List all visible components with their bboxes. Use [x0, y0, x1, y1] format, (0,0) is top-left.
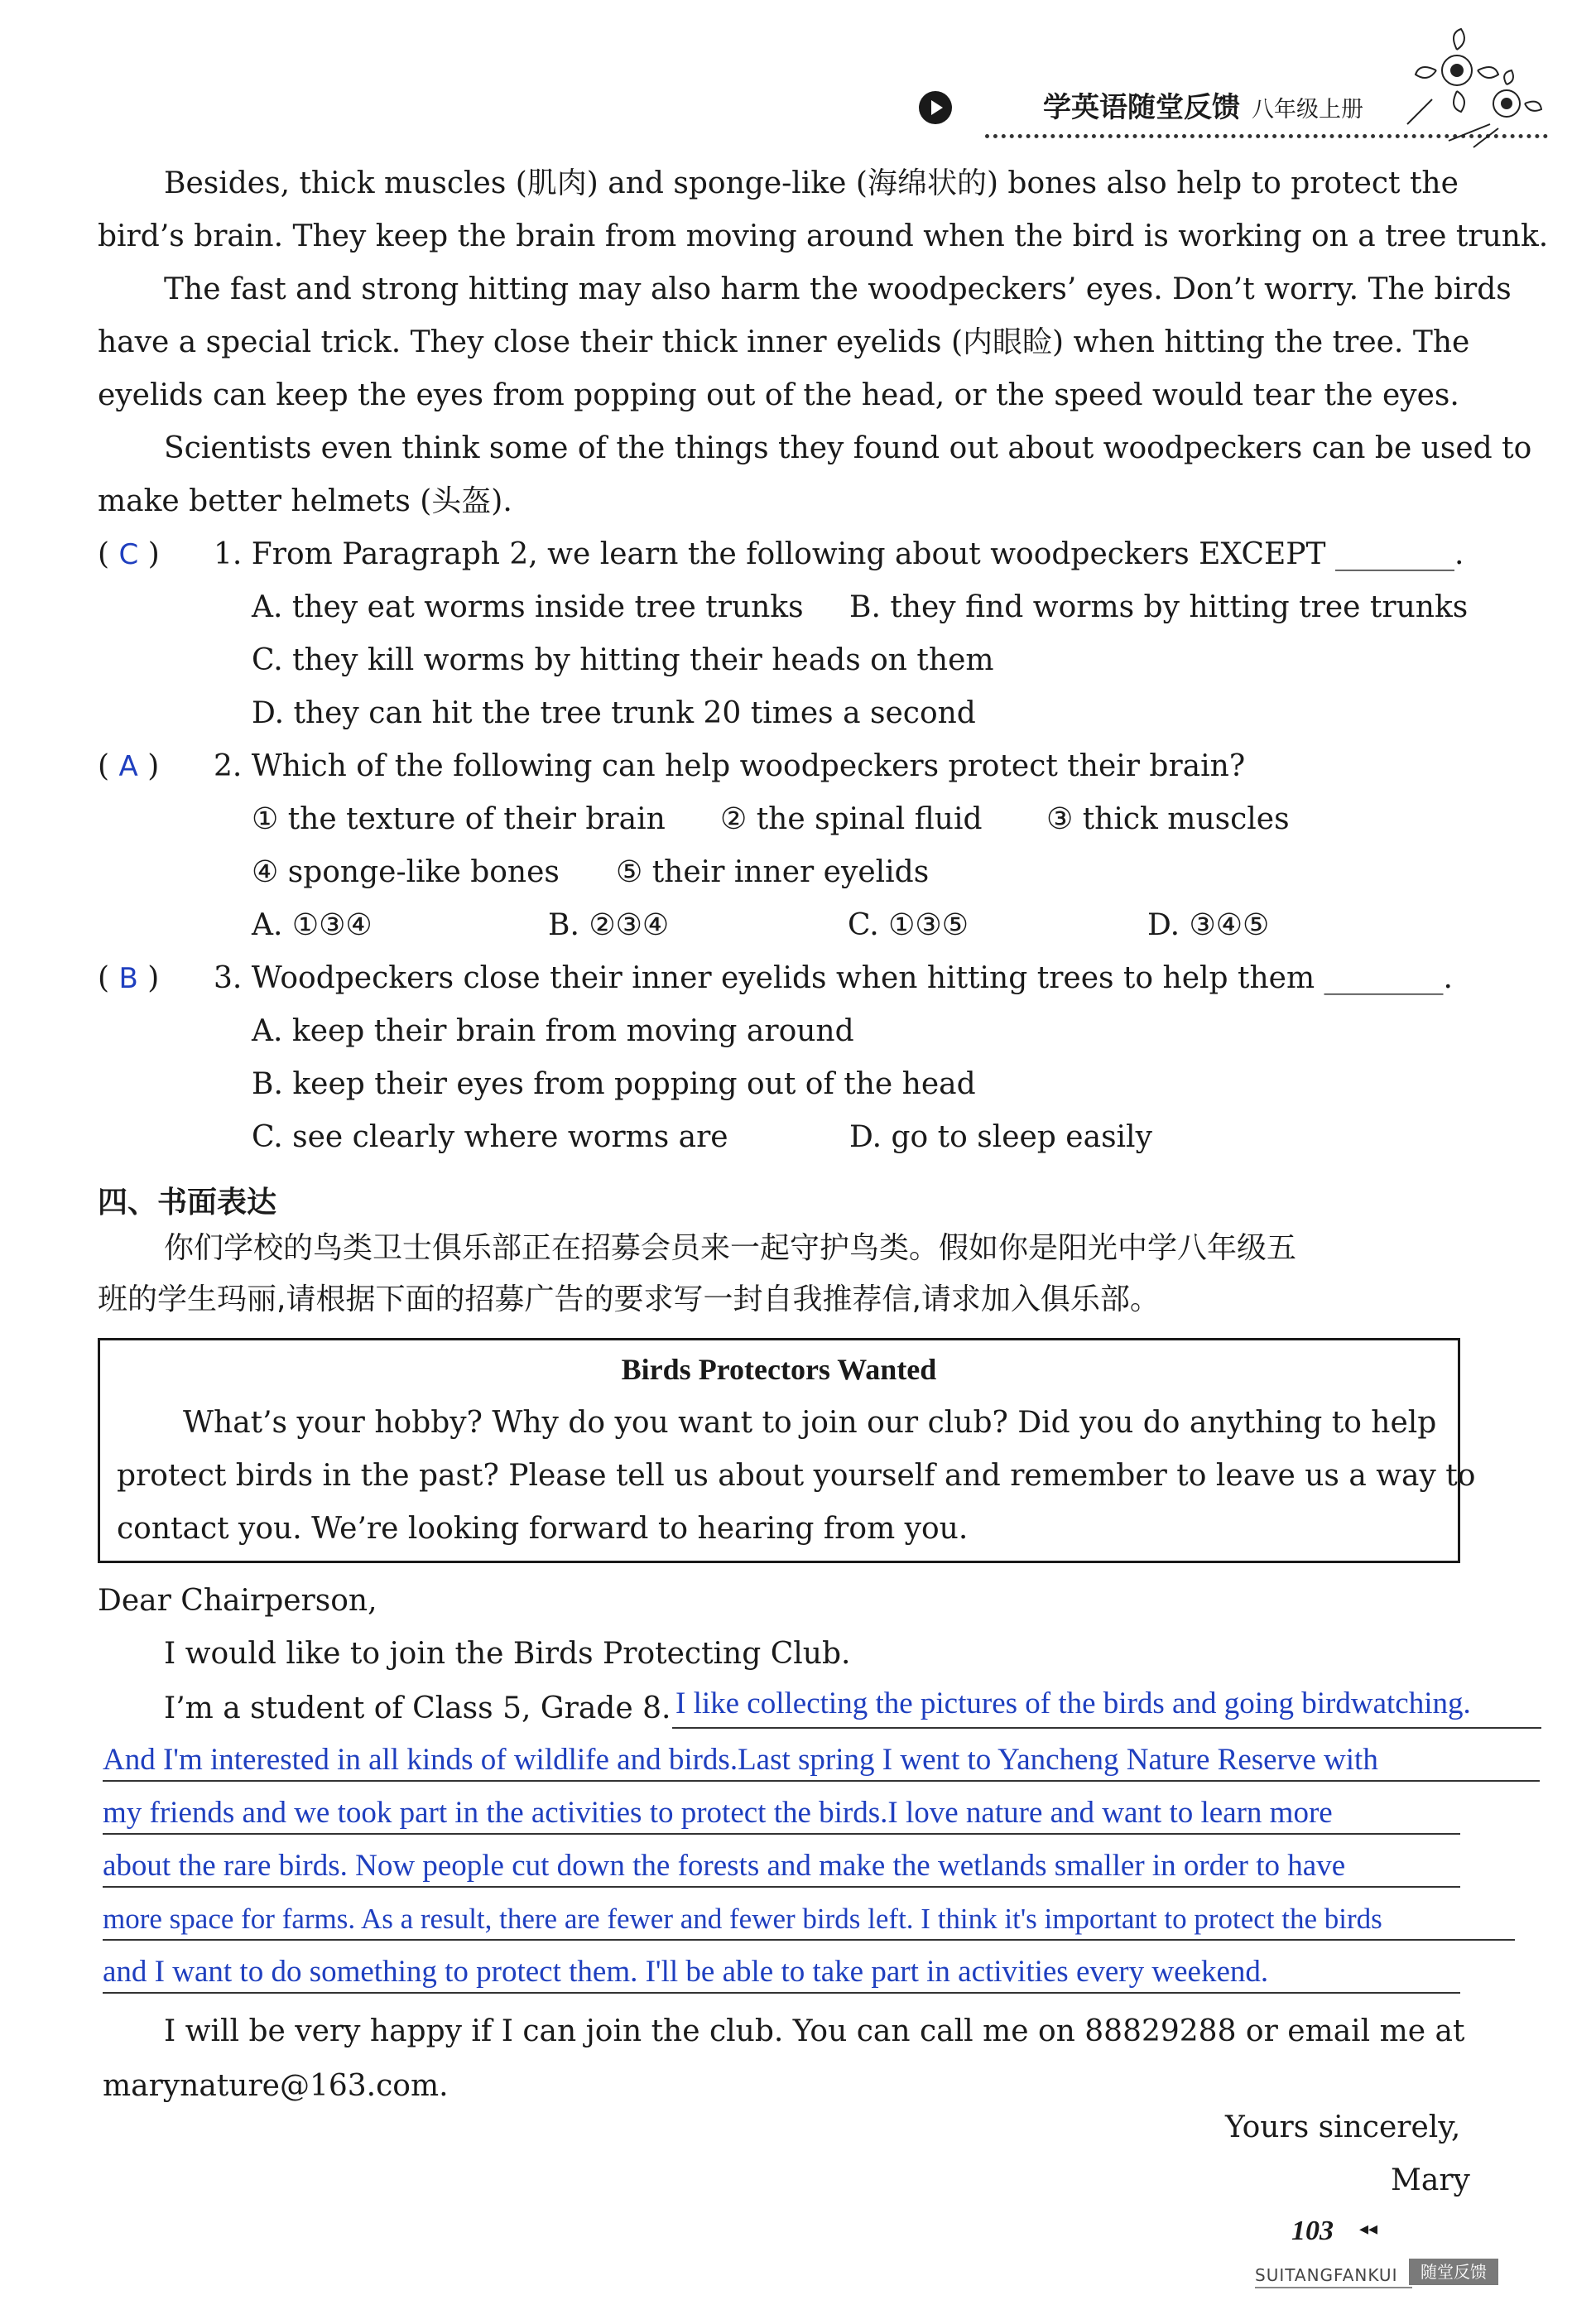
footer-brand: SUITANGFANKUI: [1255, 2265, 1398, 2285]
passage-line: eyelids can keep the eyes from popping out of the head, or the speed would tear the eyes.: [98, 378, 1459, 412]
answer-underline: [672, 1727, 1541, 1729]
letter-signature: Mary: [1391, 2163, 1470, 2197]
letter-greeting: Dear Chairperson,: [98, 1584, 377, 1618]
passage-line: Besides, thick muscles (肌肉) and sponge-like (海绵状的) bones also help to protect the: [164, 166, 1459, 200]
question-3-option-c: C. see clearly where worms are: [252, 1120, 728, 1154]
letter-closing: I will be very happy if I can join the club. You can call me on 88829288 or email me at: [164, 2014, 1465, 2048]
answer-underline: [103, 1939, 1515, 1941]
page-number: 103: [1291, 2216, 1334, 2246]
writing-instruction: 你们学校的鸟类卫士俱乐部正在招募会员来一起守护鸟类。假如你是阳光中学八年级五: [164, 1231, 1297, 1265]
answer-letter: C: [118, 538, 139, 571]
recruitment-ad-box: [98, 1338, 1476, 1563]
page-header: [919, 79, 1449, 137]
question-1-option-a: A. they eat worms inside tree trunks: [252, 590, 804, 624]
question-2-option-a: A. ①③④: [252, 908, 373, 942]
passage-line: have a special trick. They close their thick inner eyelids (内眼睑) when hitting the tree. The: [98, 325, 1470, 359]
answer-underline: [103, 1992, 1460, 1994]
letter-closing: marynature@163.com.: [103, 2069, 449, 2103]
book-subtitle: 八年级上册: [1252, 97, 1363, 123]
question-3-option-b: B. keep their eyes from popping out of the head: [252, 1067, 976, 1101]
question-3-stem: 3. Woodpeckers close their inner eyelids when hitting trees to help them ________.: [214, 961, 1453, 995]
flower-decoration-icon: [1399, 25, 1548, 149]
question-2-option-d: D. ③④⑤: [1147, 908, 1270, 942]
question-2-item: ④ sponge-like bones: [252, 855, 560, 889]
ad-line: What’s your hobby? Why do you want to join our club? Did you do anything to help: [183, 1406, 1437, 1440]
book-title: 学英语随堂反馈: [1043, 91, 1240, 124]
answer-letter: A: [118, 750, 138, 783]
question-2-answer: ( A ): [98, 749, 160, 783]
writing-section-heading: 四、书面表达: [98, 1186, 277, 1220]
question-1-option-d: D. they can hit the tree trunk 20 times a second: [252, 696, 976, 730]
question-2-item: ① the texture of their brain: [252, 802, 666, 836]
footer-rule: [1255, 2287, 1412, 2288]
question-2-item: ③ thick muscles: [1046, 802, 1290, 836]
answer-underline: [103, 1833, 1460, 1835]
passage-line: bird’s brain. They keep the brain from moving around when the bird is working on a tree trunk.: [98, 219, 1549, 253]
letter-intro: I’m a student of Class 5, Grade 8.: [164, 1691, 671, 1725]
question-3-answer: ( B ): [98, 961, 160, 995]
footer-brand-tag: 随堂反馈: [1409, 2259, 1498, 2285]
question-2-item: ⑤ their inner eyelids: [616, 855, 930, 889]
question-1-stem: 1. From Paragraph 2, we learn the following about woodpeckers EXCEPT ________.: [214, 537, 1464, 571]
answer-underline: [103, 1780, 1540, 1782]
ad-line: protect birds in the past? Please tell us about yourself and remember to leave us a way to: [117, 1459, 1476, 1493]
passage-line: The fast and strong hitting may also harm the woodpeckers’ eyes. Don’t worry. The birds: [164, 272, 1512, 306]
handwritten-answer-line: I like collecting the pictures of the birds and going birdwatching.: [675, 1687, 1471, 1720]
question-2-stem: 2. Which of the following can help woodpeckers protect their brain?: [214, 749, 1246, 783]
ad-title: Birds Protectors Wanted: [621, 1353, 937, 1386]
question-2-item: ② the spinal fluid: [720, 802, 983, 836]
handwritten-answer-line: about the rare birds. Now people cut down the forests and make the wetlands smaller in order to have: [103, 1849, 1346, 1883]
letter-intro: I would like to join the Birds Protecting Club.: [164, 1637, 851, 1671]
question-1-option-c: C. they kill worms by hitting their heads on them: [252, 643, 994, 677]
question-2-option-b: B. ②③④: [548, 908, 670, 942]
play-icon: [919, 91, 952, 124]
handwritten-answer-line: my friends and we took part in the activities to protect the birds.I love nature and want to learn more: [103, 1796, 1333, 1830]
passage-line: Scientists even think some of the things they found out about woodpeckers can be used to: [164, 431, 1532, 465]
writing-instruction: 班的学生玛丽,请根据下面的招募广告的要求写一封自我推荐信,请求加入俱乐部。: [98, 1282, 1160, 1316]
handwritten-answer-line: more space for farms. As a result, there are fewer and fewer birds left. I think it's important to protect the birds: [103, 1903, 1382, 1935]
question-1-answer: ( C ): [98, 537, 160, 571]
letter-signoff: Yours sincerely,: [1225, 2110, 1461, 2144]
handwritten-answer-line: And I'm interested in all kinds of wildlife and birds.Last spring I went to Yancheng Nature Reserve with: [103, 1743, 1378, 1777]
question-3-option-d: D. go to sleep easily: [849, 1120, 1152, 1154]
handwritten-answer-line: and I want to do something to protect them. I'll be able to take part in activities every weekend.: [103, 1955, 1269, 1989]
question-1-option-b: B. they find worms by hitting tree trunks: [849, 590, 1469, 624]
question-3-option-a: A. keep their brain from moving around: [252, 1014, 854, 1048]
answer-letter: B: [118, 962, 138, 995]
question-2-option-c: C. ①③⑤: [848, 908, 969, 942]
answer-underline: [103, 1886, 1460, 1888]
double-arrow-icon: ◂◂: [1359, 2219, 1378, 2240]
passage-line: make better helmets (头盔).: [98, 484, 512, 518]
ad-line: contact you. We’re looking forward to hearing from you.: [117, 1512, 969, 1546]
